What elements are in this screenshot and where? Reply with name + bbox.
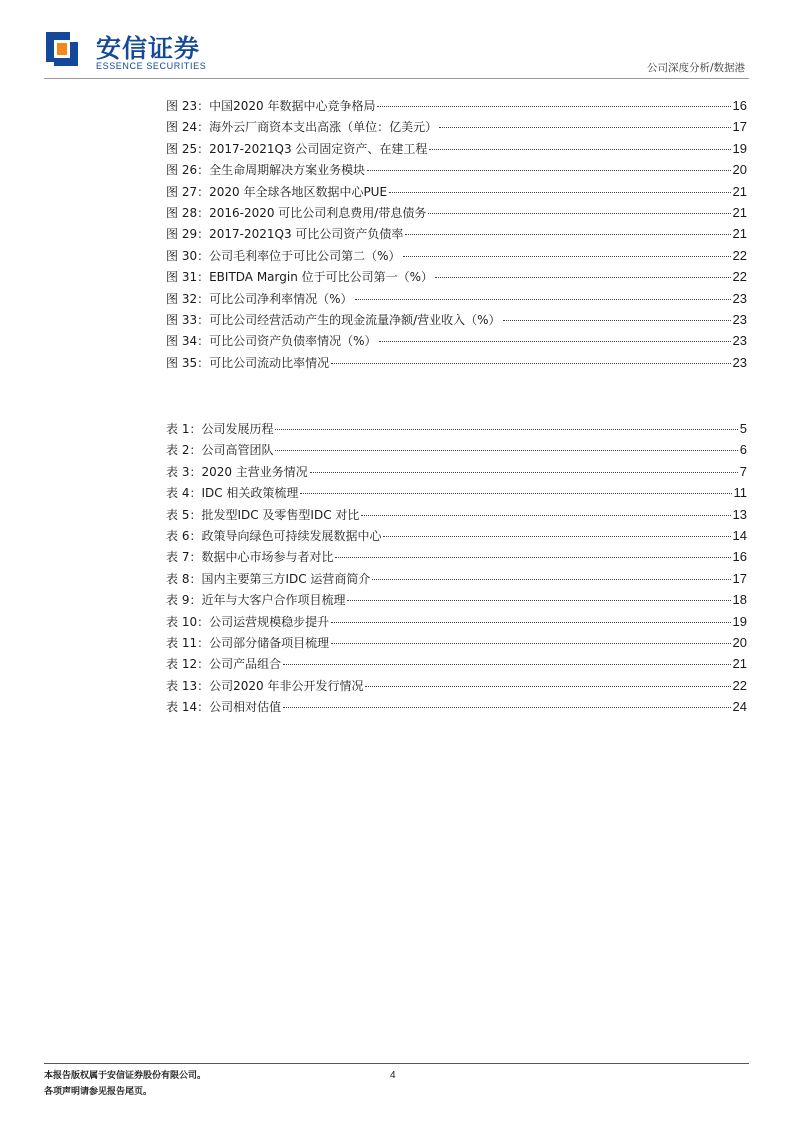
toc-page: 16: [732, 549, 747, 565]
toc-label: 表 6：政策导向绿色可持续发展数据中心: [166, 528, 382, 543]
toc-leader: [361, 515, 730, 516]
toc-label: 图 29：2017-2021Q3 可比公司资产负债率: [166, 227, 404, 242]
toc-leader: [439, 127, 730, 128]
toc-row-figure-23[interactable]: [166, 97, 747, 118]
toc-leader: [435, 277, 731, 278]
toc-page: 17: [732, 570, 747, 586]
toc-row-table-3[interactable]: [166, 463, 747, 484]
toc-row-figure-27[interactable]: [166, 183, 747, 204]
toc-row-table-14[interactable]: [166, 698, 747, 719]
toc-row-table-1[interactable]: [166, 420, 747, 441]
toc-label: 表 1：公司发展历程: [166, 422, 274, 436]
toc-page: 23: [732, 290, 747, 306]
toc-label: 图 25：2017-2021Q3 公司固定资产、在建工程: [166, 141, 428, 156]
toc-label: 图 35：可比公司流动比率情况: [166, 355, 330, 370]
report-type-label: 公司深度分析/数据港: [646, 62, 745, 74]
toc-leader: [310, 472, 738, 473]
toc-row-table-9[interactable]: [166, 591, 747, 612]
toc-label: 表 8：国内主要第三方IDC 运营商简介: [166, 571, 371, 586]
toc-row-table-13[interactable]: [166, 677, 747, 698]
toc-label: 表 13：公司2020 年非公开发行情况: [166, 678, 364, 693]
toc-row-table-12[interactable]: [166, 655, 747, 676]
company-logo: [44, 28, 207, 72]
toc-leader: [275, 450, 737, 451]
toc-label: 表 9：近年与大客户合作项目梳理: [166, 593, 346, 608]
toc-label: 表 12：公司产品组合: [166, 657, 282, 672]
toc-row-table-10[interactable]: [166, 613, 747, 634]
toc-label: 图 32：可比公司净利率情况（%）: [166, 291, 353, 306]
toc-label: 表 5：批发型IDC 及零售型IDC 对比: [166, 507, 360, 522]
toc-page: 19: [732, 613, 747, 629]
toc-leader: [365, 686, 730, 687]
toc-row-table-6[interactable]: [166, 527, 747, 548]
toc-page: 21: [732, 226, 747, 242]
toc-row-table-4[interactable]: [166, 484, 747, 505]
toc-row-figure-32[interactable]: [166, 290, 747, 311]
toc-row-figure-34[interactable]: [166, 332, 747, 353]
toc-page: 5: [739, 421, 747, 436]
toc-label: 表 2：公司高管团队: [166, 443, 274, 458]
toc-leader: [389, 192, 730, 193]
page-header: [0, 0, 793, 80]
toc-leader: [331, 643, 730, 644]
toc-label: 图 26：全生命周期解决方案业务模块: [166, 163, 366, 178]
toc-row-figure-35[interactable]: [166, 354, 747, 375]
toc-label: 表 11：公司部分储备项目梳理: [166, 635, 330, 650]
toc-page: 16: [732, 98, 747, 113]
toc-leader: [403, 256, 731, 257]
toc-leader: [300, 493, 731, 494]
toc-leader: [377, 106, 730, 107]
toc-row-table-7[interactable]: [166, 548, 747, 569]
toc-page: 6: [739, 442, 747, 458]
essence-logo-icon: [44, 28, 80, 70]
toc-label: 图 31：EBITDA Margin 位于可比公司第一（%）: [166, 270, 434, 285]
toc-label: 图 24：海外云厂商资本支出高涨（单位：亿美元）: [166, 120, 438, 135]
toc-row-figure-33[interactable]: [166, 311, 747, 332]
toc-leader: [372, 579, 730, 580]
logo-chinese-name: 安信证券: [96, 34, 201, 63]
toc-page: 17: [732, 119, 747, 135]
toc-leader: [331, 622, 730, 623]
toc-page: 20: [732, 634, 747, 650]
toc-page: 14: [732, 527, 747, 543]
toc-page: 24: [732, 699, 747, 715]
toc-leader: [428, 213, 730, 214]
toc-leader: [331, 363, 730, 364]
toc-leader: [503, 320, 731, 321]
toc-page: 21: [732, 656, 747, 672]
toc-leader: [429, 149, 730, 150]
toc-label: 图 30：公司毛利率位于可比公司第二（%）: [166, 248, 401, 263]
toc-leader: [355, 299, 731, 300]
toc-page: 22: [732, 677, 747, 693]
toc-page: 21: [732, 183, 747, 199]
toc-label: 表 4：IDC 相关政策梳理: [166, 486, 299, 501]
toc-leader: [335, 557, 730, 558]
toc-row-figure-31[interactable]: [166, 268, 747, 289]
logo-english-name: ESSENCE SECURITIES: [96, 61, 207, 71]
figure-list: [166, 97, 747, 375]
toc-leader: [367, 170, 730, 171]
toc-page: 20: [732, 162, 747, 178]
toc-leader: [383, 536, 730, 537]
toc-page: 7: [739, 463, 747, 479]
toc-label: 图 33：可比公司经营活动产生的现金流量净额/营业收入（%）: [166, 312, 501, 327]
toc-leader: [405, 234, 730, 235]
toc-label: 表 14：公司相对估值: [166, 700, 282, 715]
copyright-line: 本报告版权属于安信证券股份有限公司。: [44, 1071, 207, 1081]
toc-row-figure-29[interactable]: [166, 225, 747, 246]
toc-page: 19: [732, 140, 747, 156]
toc-label: 图 28：2016-2020 可比公司利息费用/带息债务: [166, 205, 427, 220]
toc-page: 13: [732, 506, 747, 522]
toc-row-figure-30[interactable]: [166, 247, 747, 268]
toc-page: 22: [732, 269, 747, 285]
disclaimer-line: 各项声明请参见报告尾页。: [44, 1087, 153, 1097]
toc-label: 图 27：2020 年全球各地区数据中心PUE: [166, 184, 388, 199]
copyright-notice: [44, 1068, 206, 1100]
toc-row-table-2[interactable]: [166, 441, 747, 462]
header-divider: [44, 78, 749, 79]
toc-leader: [347, 600, 730, 601]
toc-row-figure-26[interactable]: [166, 161, 747, 182]
toc-leader: [283, 664, 730, 665]
page-number: 4: [390, 1070, 396, 1081]
toc-row-figure-24[interactable]: [166, 118, 747, 139]
toc-leader: [379, 341, 731, 342]
toc-label: 图 23：中国2020 年数据中心竞争格局: [166, 99, 376, 113]
toc-page: 23: [732, 354, 747, 370]
toc-row-figure-25[interactable]: [166, 140, 747, 161]
toc-row-table-5[interactable]: [166, 506, 747, 527]
toc-page: 22: [732, 247, 747, 263]
footer-divider: [44, 1063, 749, 1064]
toc-row-table-8[interactable]: [166, 570, 747, 591]
toc-page: 21: [732, 204, 747, 220]
toc-row-table-11[interactable]: [166, 634, 747, 655]
toc-label: 图 34：可比公司资产负债率情况（%）: [166, 334, 377, 349]
toc-row-figure-28[interactable]: [166, 204, 747, 225]
toc-leader: [275, 429, 737, 430]
toc-leader: [283, 707, 730, 708]
toc-label: 表 3：2020 主营业务情况: [166, 464, 308, 479]
toc-label: 表 10：公司运营规模稳步提升: [166, 614, 330, 629]
table-list: [166, 420, 747, 719]
toc-page: 18: [732, 592, 747, 608]
toc-label: 表 7：数据中心市场参与者对比: [166, 550, 334, 565]
toc-page: 11: [733, 485, 747, 501]
toc-page: 23: [732, 311, 747, 327]
toc-page: 23: [732, 333, 747, 349]
